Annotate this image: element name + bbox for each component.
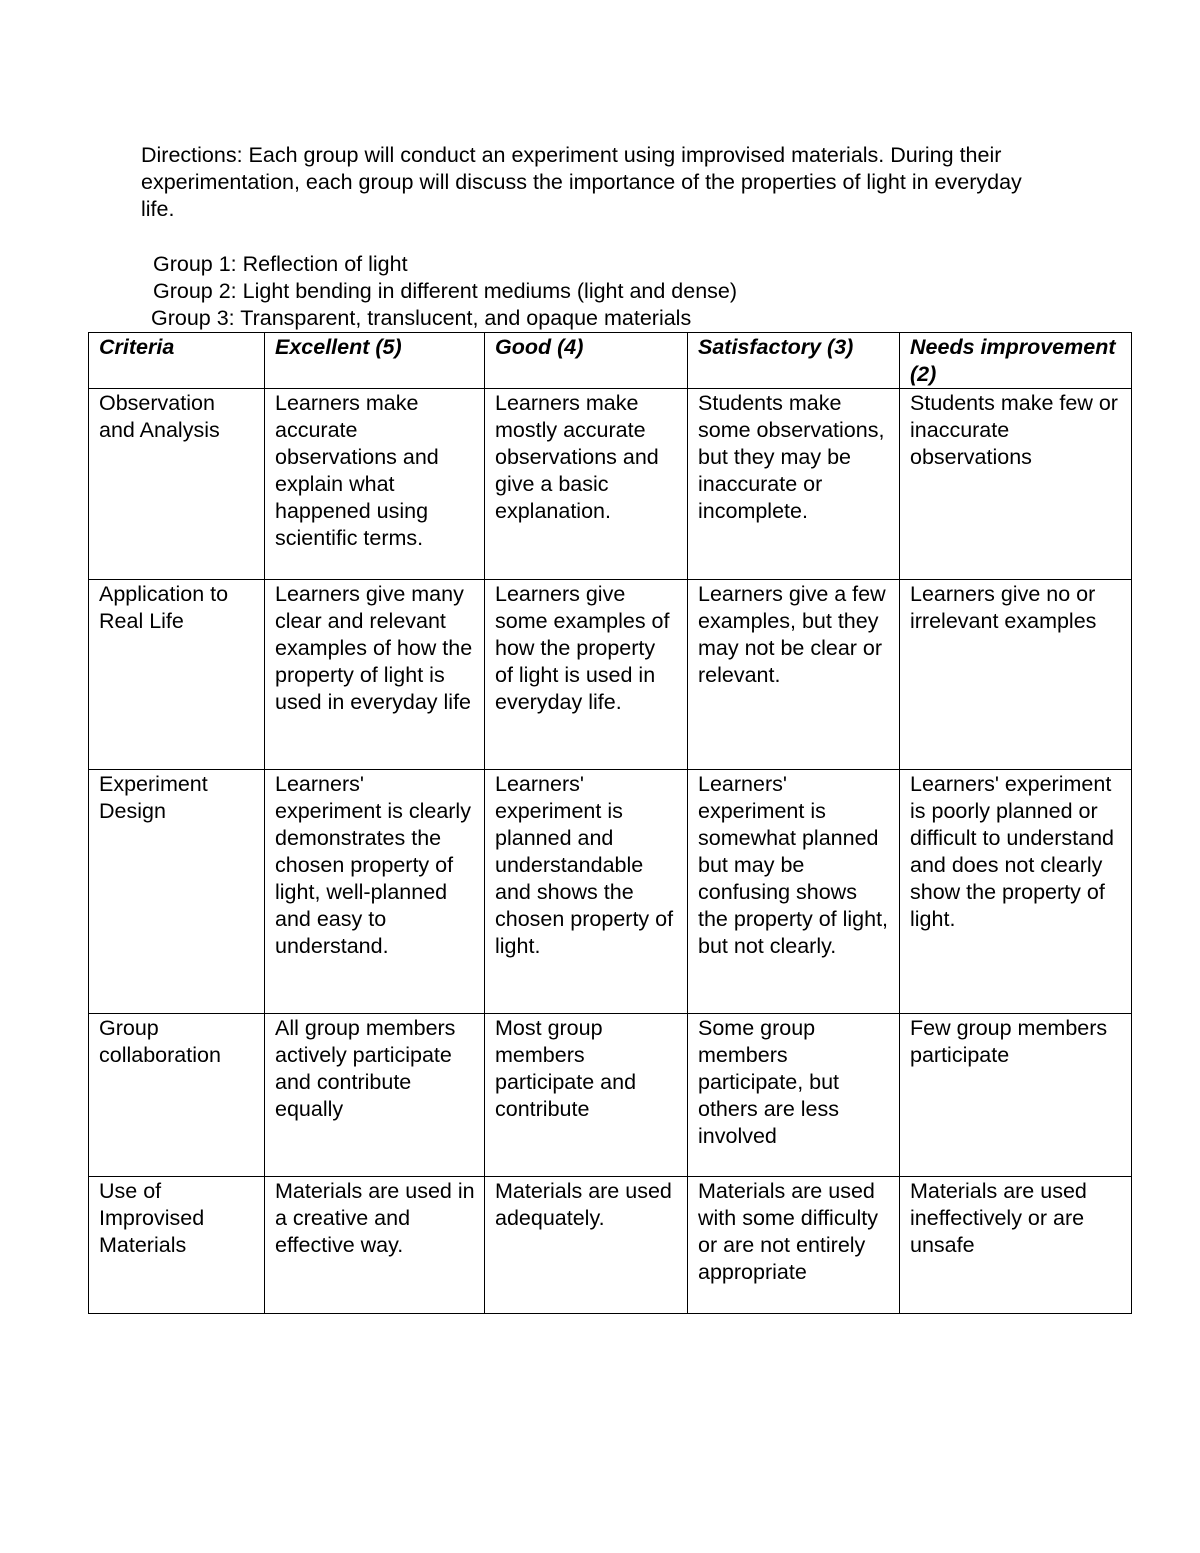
cell-needs-improvement: Learners give no or irrelevant examples	[900, 580, 1132, 770]
group-item-1: Group 1: Reflection of light	[153, 252, 408, 276]
cell-needs-improvement: Learners' experiment is poorly planned or difficult to understand and does not clearly show the property of light.	[900, 770, 1132, 1014]
cell-good: Materials are used adequately.	[485, 1177, 688, 1314]
group-item-3: Group 3: Transparent, translucent, and opaque materials	[151, 306, 692, 330]
cell-satisfactory: Students make some observations, but they may be inaccurate or incomplete.	[688, 389, 900, 580]
table-row	[89, 770, 1132, 1014]
table-row	[89, 1177, 1132, 1314]
header-excellent: Excellent (5)	[265, 333, 485, 389]
cell-excellent: Learners give many clear and relevant examples of how the property of light is used in everyday life	[265, 580, 485, 770]
group-item-2: Group 2: Light bending in different mediums (light and dense)	[153, 279, 738, 303]
table-row	[89, 1014, 1132, 1177]
table-row	[89, 580, 1132, 770]
cell-needs-improvement: Students make few or inaccurate observations	[900, 389, 1132, 580]
cell-criteria: Application to Real Life	[89, 580, 265, 770]
header-satisfactory: Satisfactory (3)	[688, 333, 900, 389]
header-good: Good (4)	[485, 333, 688, 389]
cell-satisfactory: Some group members participate, but others are less involved	[688, 1014, 900, 1177]
rubric-header-row	[89, 333, 1132, 389]
cell-satisfactory: Materials are used with some difficulty or are not entirely appropriate	[688, 1177, 900, 1314]
cell-good: Most group members participate and contribute	[485, 1014, 688, 1177]
cell-satisfactory: Learners give a few examples, but they may not be clear or relevant.	[688, 580, 900, 770]
table-row	[89, 389, 1132, 580]
directions-paragraph: Directions: Each group will conduct an experiment using improvised materials. During their experimentation, each group will discuss the importance of the properties of light in everyday life.	[141, 143, 1022, 221]
cell-criteria: Observation and Analysis	[89, 389, 265, 580]
cell-excellent: All group members actively participate and contribute equally	[265, 1014, 485, 1177]
cell-excellent: Learners' experiment is clearly demonstrates the chosen property of light, well-planned and easy to understand.	[265, 770, 485, 1014]
cell-needs-improvement: Materials are used ineffectively or are unsafe	[900, 1177, 1132, 1314]
cell-needs-improvement: Few group members participate	[900, 1014, 1132, 1177]
header-needs-improvement: Needs improvement (2)	[900, 333, 1132, 389]
header-criteria: Criteria	[89, 333, 265, 389]
cell-good: Learners' experiment is planned and understandable and shows the chosen property of light.	[485, 770, 688, 1014]
cell-excellent: Learners make accurate observations and explain what happened using scientific terms.	[265, 389, 485, 580]
cell-criteria: Group collaboration	[89, 1014, 265, 1177]
group-list	[153, 251, 737, 332]
cell-good: Learners make mostly accurate observations and give a basic explanation.	[485, 389, 688, 580]
cell-satisfactory: Learners' experiment is somewhat planned but may be confusing shows the property of light, but not clearly.	[688, 770, 900, 1014]
rubric-table	[88, 332, 1132, 1314]
cell-criteria: Use of Improvised Materials	[89, 1177, 265, 1314]
cell-excellent: Materials are used in a creative and effective way.	[265, 1177, 485, 1314]
cell-criteria: Experiment Design	[89, 770, 265, 1014]
cell-good: Learners give some examples of how the property of light is used in everyday life.	[485, 580, 688, 770]
